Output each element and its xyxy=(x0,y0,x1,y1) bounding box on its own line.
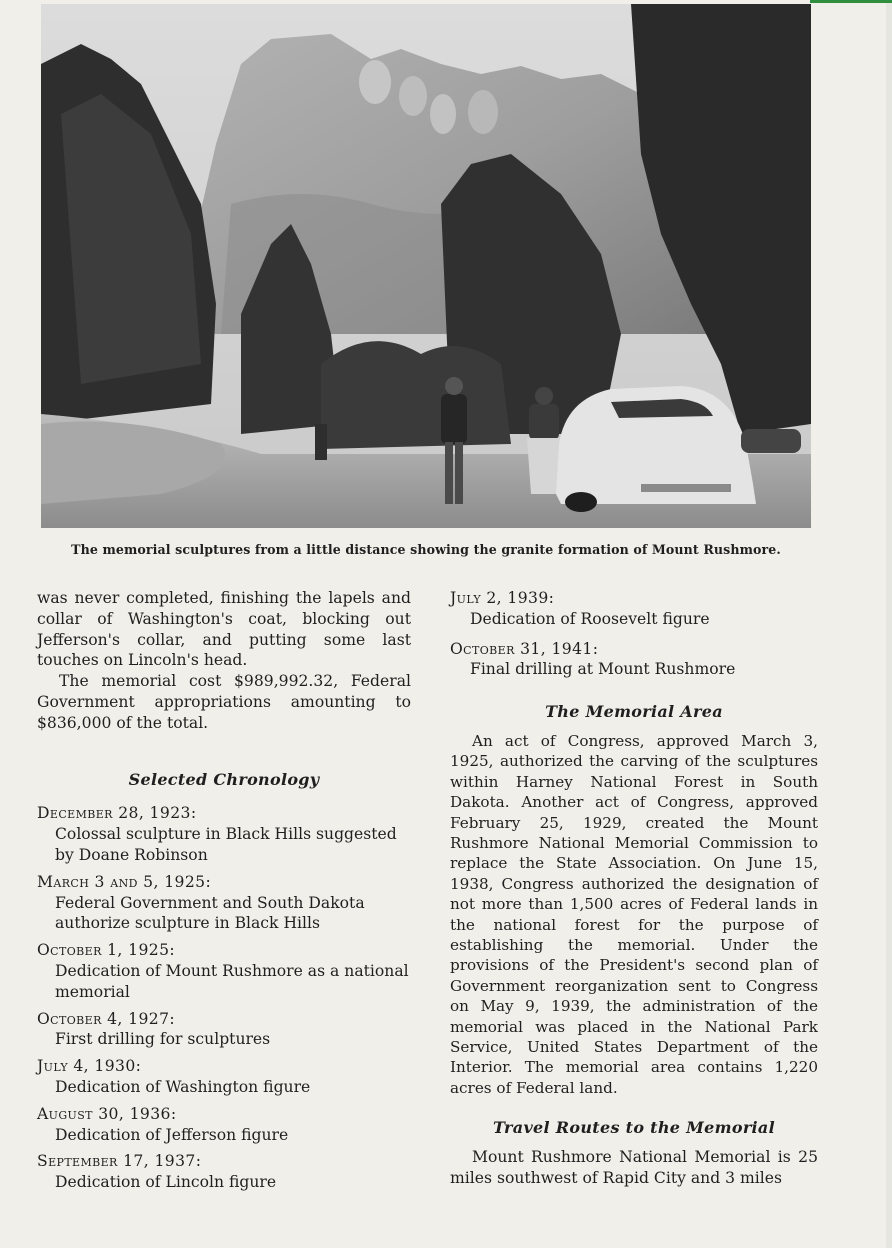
chronology-entry xyxy=(37,1151,411,1193)
travel-routes-paragraph: Mount Rushmore National Memorial is 25 miles southwest of Rapid City and 3 miles xyxy=(450,1148,818,1187)
chronology-entry xyxy=(37,872,411,934)
mount-rushmore-photo xyxy=(41,4,811,528)
chronology-date: July 2, 1939: xyxy=(450,589,555,607)
chronology-entry xyxy=(37,1009,411,1051)
chronology-date: October 1, 1925: xyxy=(37,941,176,960)
photo-caption: The memorial sculptures from a little distance showing the granite formation of Mount Rushmore. xyxy=(71,542,781,557)
travel-routes-heading: Travel Routes to the Memorial xyxy=(493,1118,775,1138)
chronology-entry xyxy=(37,1104,411,1146)
chronology-heading: Selected Chronology xyxy=(128,769,320,789)
cover-edge-strip xyxy=(810,0,892,3)
chronology-description: Dedication of Jefferson figure xyxy=(55,1125,289,1144)
left-column xyxy=(37,588,411,1193)
chronology-date: October 31, 1941: xyxy=(450,639,599,658)
chronology-entry xyxy=(450,639,818,681)
chronology-entry xyxy=(37,803,411,865)
chronology-date: September 17, 1937: xyxy=(37,1152,202,1171)
chronology-entry xyxy=(37,1056,411,1098)
chronology-description: Dedication of Washington figure xyxy=(55,1077,311,1096)
chronology-date: March 3 and 5, 1925: xyxy=(37,872,212,891)
chronology-date: July 4, 1930: xyxy=(37,1057,142,1076)
chronology-description: First drilling for sculptures xyxy=(55,1030,271,1049)
chronology-description: Dedication of Lincoln figure xyxy=(55,1173,277,1192)
continuation-paragraph: was never completed, finishing the lapels and collar of Washington's coat, blocking out Jefferson's collar, and putting some last touches on Lincoln's head. xyxy=(37,589,411,670)
memorial-area-paragraph: An act of Congress, approved March 3, 1925, authorized the carving of the sculptures within Harney National Forest in South Dakota. Another act of Congress, approved February 25, 1929, created the Mount Rushmore National Memorial Commission to replace the State Association. On June 15, 1938, Congress authorized the designation of not more than 1,500 acres of Federal lands in the national forest for the purpose of establishing the memorial. Under the provisions of the President's second plan of Government reorganization sent to Congress on May 9, 1939, the administration of the memorial was placed in the National Park Service, United States Department of the Interior. The memorial area contains 1,220 acres of Federal land. xyxy=(450,731,818,1097)
chronology-description: Dedication of Mount Rushmore as a national memorial xyxy=(55,961,409,1001)
chronology-date: December 28, 1923: xyxy=(37,804,197,823)
chronology-description: Dedication of Roosevelt figure xyxy=(470,609,710,628)
memorial-area-heading: The Memorial Area xyxy=(545,702,723,722)
chronology-description: Federal Government and South Dakota authorize sculpture in Black Hills xyxy=(55,893,365,933)
cost-paragraph: The memorial cost $989,992.32, Federal Government appropriations amounting to $836,000 of the total. xyxy=(37,672,411,732)
chronology-entry xyxy=(37,940,411,1002)
chronology-date: August 30, 1936: xyxy=(37,1104,177,1123)
chronology-description: Colossal sculpture in Black Hills suggested by Doane Robinson xyxy=(55,825,397,864)
chronology-entry xyxy=(450,588,818,630)
chronology-description: Final drilling at Mount Rushmore xyxy=(470,660,736,679)
photo-illustration xyxy=(41,4,811,528)
chronology-date: October 4, 1927: xyxy=(37,1009,176,1028)
right-column xyxy=(450,588,818,1189)
page-edge xyxy=(886,0,892,1248)
